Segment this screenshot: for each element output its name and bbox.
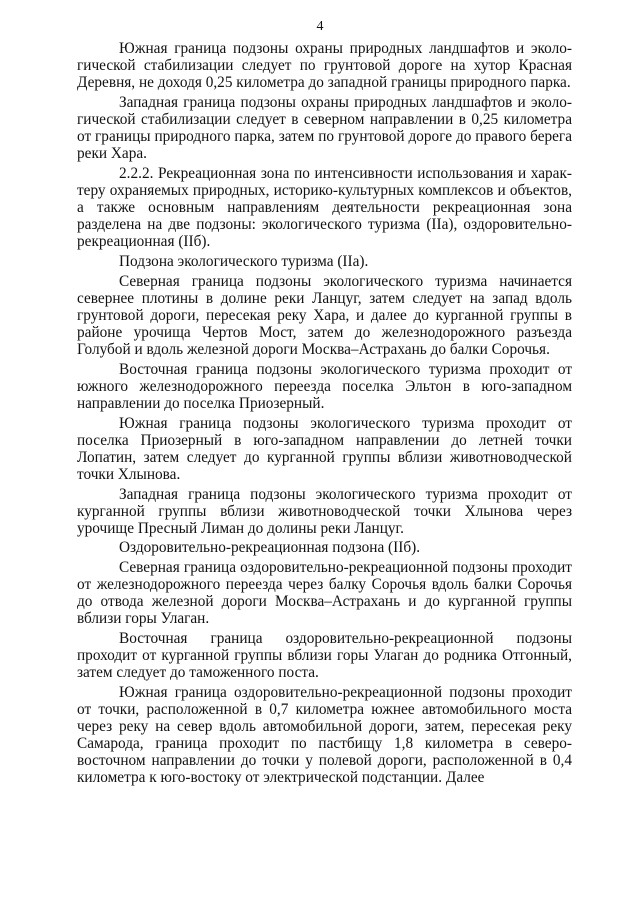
paragraph-south-border-health-recreation: Южная граница оздоровительно-рекреационной подзоны проходит от точки, расположенной в 0,7 километра южнее автомобильного моста через реку на север вдоль автомобильной дороги, затем, пересекая реку Самарода, граница проходит по пастбищу 1,8 километра в северо-восточном направлении до точки у полевой дороги, расположенной в 0,4 километра к юго-востоку от электрической подстанции. Далее [77, 683, 572, 787]
paragraph-south-border-landscape-subzone: Южная граница подзоны охраны природных ландшафтов и эколо-гической стабилизации следует по грунтовой дороге на хутор Красная Деревня, не доходя 0,25 километра до западной границы природного парка. [77, 40, 572, 92]
document-body [77, 40, 572, 789]
paragraph-east-border-ecotourism: Восточная граница подзоны экологического туризма проходит от южного железнодорожного переезда поселка Эльтон в юго-западном направлении до поселка Приозерный. [77, 360, 572, 412]
paragraph-recreation-zone-section: 2.2.2. Рекреационная зона по интенсивности использования и харак-теру охраняемых природных, историко-культурных комплексов и объектов, а также основным направлениям деятельности рекреационная зона разделена на две подзоны: экологического туризма (IIа), оздоровительно-рекреационная (IIб). [77, 164, 572, 251]
paragraph-south-border-ecotourism: Южная граница подзоны экологического туризма проходит от поселка Приозерный в юго-западном направлении до летней точки Лопатин, затем следует до курганной группы вблизи животноводческой точки Хлынова. [77, 414, 572, 483]
page-number: 4 [316, 19, 324, 34]
paragraph-north-border-health-recreation: Северная граница оздоровительно-рекреационной подзоны проходит от железнодорожного переезда через балку Сорочья вдоль балки Сорочья до отвода железной дороги Москва–Астрахань и до курганной группы вблизи горы Улаган. [77, 559, 572, 628]
subzone-heading-health-recreation: Оздоровительно-рекреационная подзона (IIб). [119, 539, 421, 557]
paragraph-west-border-ecotourism: Западная граница подзоны экологического туризма проходит от курганной группы вблизи животноводческой точки Хлынова через урочище Пресный Лиман до долины реки Ланцуг. [77, 485, 572, 537]
paragraph-east-border-health-recreation: Восточная граница оздоровительно-рекреационной подзоны проходит от курганной группы вблизи горы Улаган до родника Отгонный, затем следует до таможенного поста. [77, 630, 572, 682]
subzone-heading-ecotourism: Подзона экологического туризма (IIа). [119, 252, 369, 270]
paragraph-west-border-landscape-subzone: Западная граница подзоны охраны природных ландшафтов и эколо-гической стабилизации следует в северном направлении в 0,25 километра от границы природного парка, затем по грунтовой дороге до правого берега реки Хара. [77, 93, 572, 163]
paragraph-north-border-ecotourism: Северная граница подзоны экологического туризма начинается севернее плотины в долине реки Ланцуг, затем следует на запад вдоль грунтовой дороги, пересекая реку Хара, и далее до курганной группы в районе урочища Чертов Мост, затем до железнодорожного разъезда Голубой и вдоль железной дороги Москва–Астрахань до балки Сорочья. [77, 272, 572, 358]
